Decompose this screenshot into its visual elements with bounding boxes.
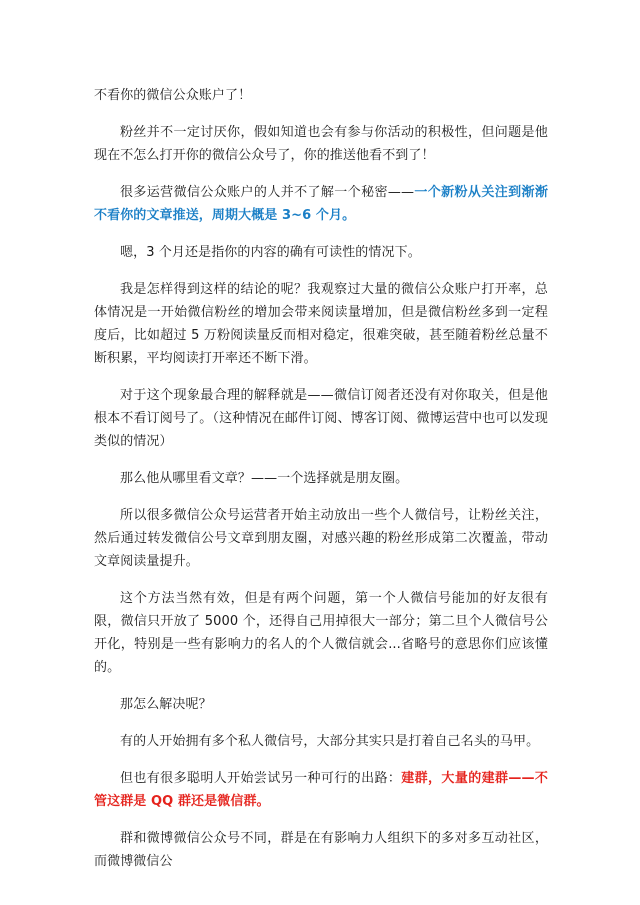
paragraph (94, 181, 548, 227)
article-body (94, 84, 548, 887)
paragraph (94, 730, 548, 753)
text-run: 那么他从哪里看文章？——一个选择就是朋友圈。 (120, 471, 409, 486)
paragraph (94, 278, 548, 370)
text-run: 很多运营微信公众账户的人并不了解一个秘密—— (120, 185, 415, 200)
text-run: 不看你的微信公众账户了！ (94, 88, 252, 103)
paragraph (94, 827, 548, 873)
text-run: 所以很多微信公众号运营者开始主动放出一些个人微信号，让粉丝关注，然后通过转发微信公号文章到朋友圈，对感兴趣的粉丝形成第二次覆盖，带动文章阅读量提升。 (94, 508, 548, 569)
paragraph (94, 84, 548, 107)
text-run: 粉丝并不一定讨厌你，假如知道也会有参与你活动的积极性，但问题是他现在不怎么打开你的微信公众号了，你的推送他看不到了！ (94, 125, 548, 163)
text-run: 但也有很多聪明人开始尝试另一种可行的出路： (120, 771, 402, 786)
paragraph (94, 121, 548, 167)
highlight-red-text: 建群，大量的建群——不管这群是 QQ 群还是微信群。 (94, 771, 548, 809)
text-run: 这个方法当然有效，但是有两个问题，第一个人微信号能加的好友很有限，微信只开放了 5000 个，还得自己用掉很大一部分；第二旦个人微信号公开化，特别是一些有影响力的名人的个人微信就会...省略号的意思你们应该懂的。 (94, 591, 548, 675)
text-run: 对于这个现象最合理的解释就是——微信订阅者还没有对你取关，但是他根本不看订阅号了。（这种情况在邮件订阅、博客订阅、微博运营中也可以发现类似的情况） (94, 388, 548, 449)
paragraph (94, 384, 548, 453)
paragraph (94, 767, 548, 813)
highlight-blue-text: 一个新粉从关注到渐渐不看你的文章推送，周期大概是 3~6 个月。 (94, 185, 548, 223)
text-run: 有的人开始拥有多个私人微信号，大部分其实只是打着自己名头的马甲。 (120, 734, 540, 749)
paragraph (94, 587, 548, 679)
text-run: 群和微博微信公众号不同，群是在有影响力人组织下的多对多互动社区，而微博微信公 (94, 831, 548, 869)
text-run: 我是怎样得到这样的结论的呢？我观察过大量的微信公众账户打开率，总体情况是一开始微信粉丝的增加会带来阅读量增加，但是微信粉丝多到一定程度后，比如超过 5 万粉阅读量反而相对稳定，很难突破，甚至随着粉丝总量不断积累，平均阅读打开率还不断下滑。 (94, 282, 548, 366)
paragraph (94, 693, 548, 716)
paragraph (94, 504, 548, 573)
paragraph (94, 467, 548, 490)
text-run: 那怎么解决呢？ (120, 697, 212, 712)
text-run: 嗯，3 个月还是指你的内容的确有可读性的情况下。 (120, 245, 421, 260)
paragraph (94, 241, 548, 264)
